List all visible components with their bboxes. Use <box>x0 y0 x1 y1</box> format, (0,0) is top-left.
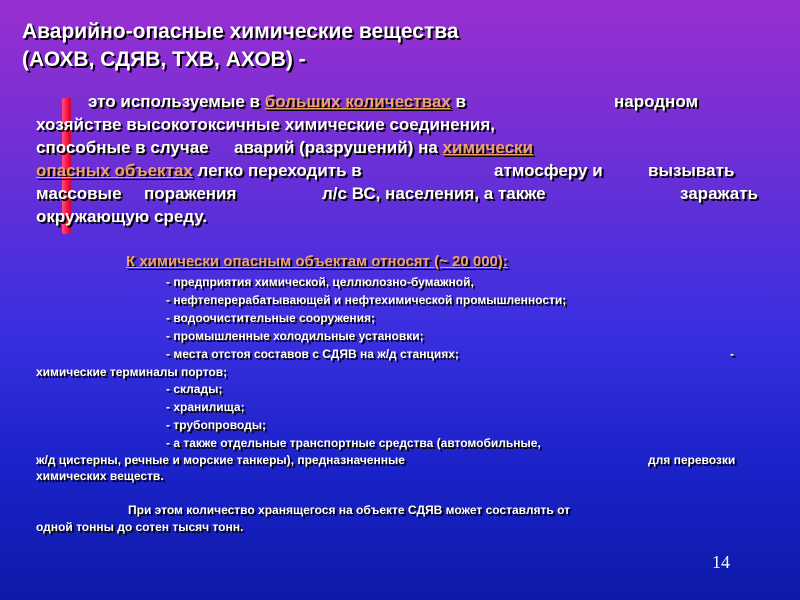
para-text: аварий (разрушений) на <box>234 138 443 157</box>
para-text: легко переходить в <box>192 161 362 180</box>
para-line-4 <box>36 159 756 182</box>
note-line-1: При этом количество хранящегося на объекте СДЯВ может составлять от <box>128 503 570 517</box>
list-item: - промышленные холодильные установки; <box>166 329 424 343</box>
object-list <box>36 273 766 484</box>
para-text: окружающую среду. <box>36 207 207 226</box>
para-line-1 <box>36 90 756 113</box>
list-item: - хранилища; <box>166 400 245 414</box>
para-text: вызывать <box>648 161 735 180</box>
list-item: химические терминалы портов; <box>36 365 228 379</box>
para-text: народном <box>614 92 699 111</box>
subheading-dangerous-objects: К химически опасным объектам относят (~ 20 000): <box>126 253 508 270</box>
highlight-dangerous-objects: опасных объектах <box>36 161 193 180</box>
para-text: это используемые в <box>88 92 265 111</box>
para-line-5 <box>36 182 759 205</box>
para-line-6 <box>36 205 756 228</box>
para-text: атмосферу и <box>494 161 603 180</box>
list-item: ж/д цистерны, речные и морские танкеры), предназначенные для перевозки <box>36 453 736 467</box>
highlight-chemically: химически <box>442 138 533 157</box>
para-line-2 <box>36 113 756 136</box>
para-text: л/с ВС, населения, а также <box>322 184 546 203</box>
note-line-2: одной тонны до сотен тысяч тонн. <box>36 520 244 534</box>
definition-paragraph <box>36 90 759 228</box>
para-text: способные в случае <box>36 138 209 157</box>
para-text: в <box>450 92 466 111</box>
title-line-2: (АОХВ, СДЯВ, ТХВ, АХОВ) - <box>22 48 306 71</box>
slide-title <box>22 18 602 74</box>
list-item: - нефтеперерабатывающей и нефтехимической промышленности; <box>166 293 567 307</box>
list-item: - а также отдельные транспортные средства (автомобильные, <box>166 436 541 450</box>
para-text: хозяйстве высокотоксичные химические соединения, <box>36 115 495 134</box>
para-text: поражения <box>144 184 237 203</box>
list-item: химических веществ. <box>36 469 164 483</box>
list-item: - предприятия химической, целлюлозно-бумажной, <box>166 275 474 289</box>
highlight-large-quantities: больших количествах <box>264 92 451 111</box>
title-line-1: Аварийно-опасные химические вещества <box>22 20 459 43</box>
list-item: - водоочистительные сооружения; <box>166 311 375 325</box>
list-item: - места отстоя составов с СДЯВ на ж/д станциях; - <box>166 347 734 361</box>
para-line-3 <box>36 136 756 159</box>
list-item: - склады; <box>166 382 223 396</box>
list-item: - трубопроводы; <box>166 418 266 432</box>
para-text: массовые <box>36 184 122 203</box>
page-number: 14 <box>712 552 730 572</box>
para-text: заражать <box>680 184 759 203</box>
